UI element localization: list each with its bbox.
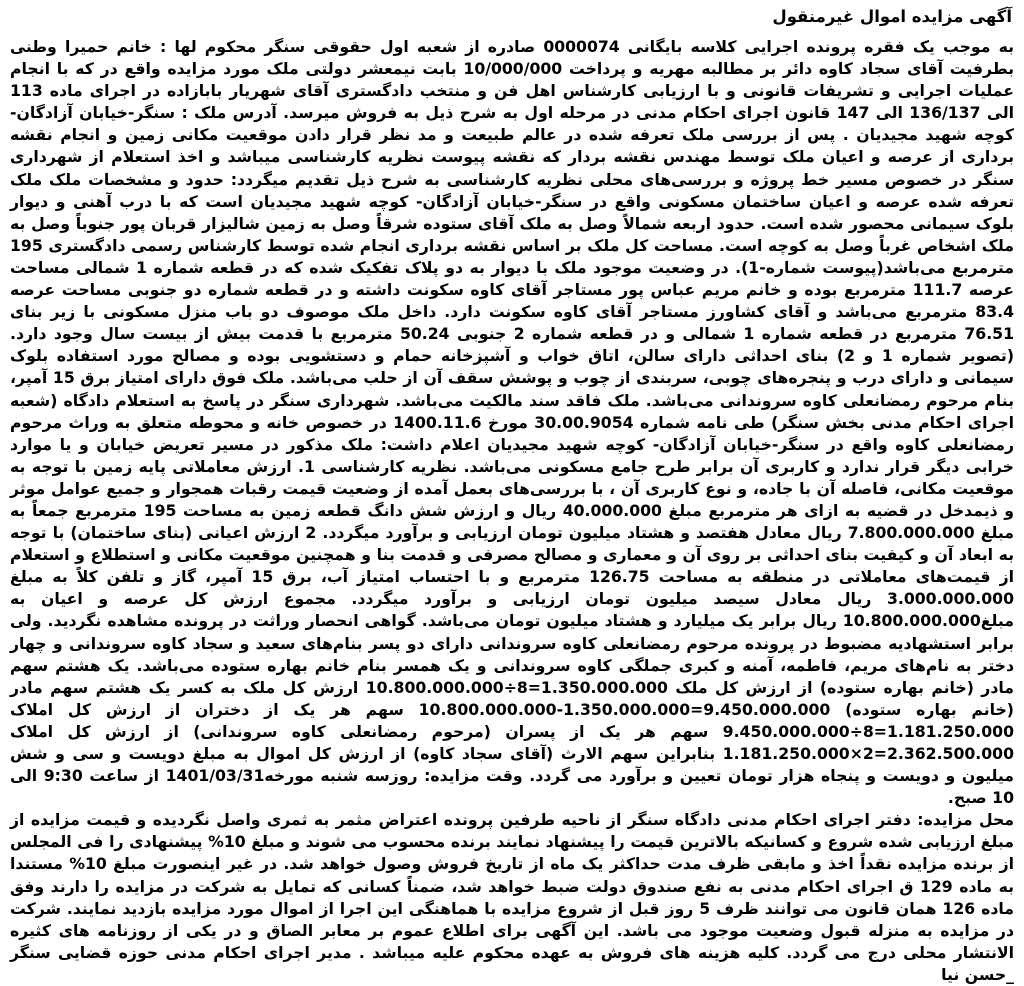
auction-notice (8, 4, 1016, 984)
notice-body (8, 36, 1016, 986)
notice-paragraph: محل مزایده: دفتر اجرای احکام مدنی دادگاه سنگر از ناحیه طرفین پرونده اعتراض مثمر به ثمری واصل نگردیده و قیمت مزایده از مبلغ ارزیابی شده شروع و کسانیکه بالاترین قیمت را پیشنهاد نمایند برنده محسوب می شوند و مبلغ 10% پیشنهادی را فی المجلس از برنده مزایده نقداً اخذ و مابقی ظرف مدت حداکثر یک ماه از تاریخ فروش وصول خواهد شد. در غیر اینصورت مبلغ 10% مستندا به ماده 129 ق اجرای احکام مدنی به نفع صندوق دولت ضبط خواهد شد، ضمناً کسانی که تمایل به شرکت در مزایده را دارند وفق ماده 126 همان قانون می توانند ظرف 5 روز قبل از شروع مزایده با هماهنگی این اجرا از اموال مورد مزایده بازدید نمایند. شرکت در مزایده به منزله قبول وضعیت موجود می باشد. این آگهی برای اطلاع عموم بر معابر الصاق و در یکی از روزنامه های کثیره الانتشار محلی درج می گردد. کلیه هزینه های فروش به عهده محکوم علیه میباشد . مدیر اجرای احکام مدنی حوزه قضایی سنگر _حسن نیا (10, 810, 1015, 984)
notice-title: آگهی مزایده اموال غیرمنقول (772, 7, 1012, 26)
notice-paragraph: به موجب یک فقره پرونده اجرایی کلاسه بایگانی 0000074 صادره از شعبه اول حقوقی سنگر محکوم لها : خانم حمیرا وطنی بطرفیت آقای سجاد کاوه دائر بر مطالبه مهریه و پرداخت 10/000/000 بابت نیمعشر دولتی ملک مورد مزایده واقع در که با انجام عملیات اجرایی و تشریفات قانونی و با ارزیابی کارشناس اهل فن و منتخب دادگستری آقای شهریار بابازاده در اجرای ماده 113 الی 136/137 الی 147 قانون اجرای احکام مدنی در مرحله اول به شرح ذیل به فروش میرسد. آدرس ملک : سنگر-خیابان آزادگان- کوچه شهید مجیدیان . پس از بررسی ملک تعرفه شده در عالم طبیعت و مد نظر قرار دادن موقعیت مکانی زمین و انجام نقشه برداری از عرصه و اعیان ملک توسط مهندس نقشه بردار که نقشه پیوست نظریه کارشناسی میباشد و اخذ استعلام از شهرداری سنگر در خصوص مسیر خط پروژه و بررسی‌های محلی نظریه کارشناسی به شرح ذیل تقدیم میگردد: حدود و مشخصات ملک ملک تعرفه شده عرصه و اعیان ساختمان مسکونی واقع در سنگر-خیابان آزادگان- کوچه شهید مجیدیان است که با درب آهنی و دیوار بلوک سیمانی محصور شده است. حدود اربعه شمالاً وصل به ملک آقای ستوده شرقاً وصل به زمین شالیزار قربان پور جنوباً وصل به ملک اشخاص غرباً وصل به کوچه است. مساحت کل ملک بر اساس نقشه برداری انجام شده توسط کارشناس رسمی دادگستری 195 مترمربع می‌باشد(پیوست شماره-1). در وضعیت موجود ملک با دیوار به دو پلاک تفکیک شده که در قطعه شماره 1 شمالی مساحت عرصه 111.7 مترمربع بوده و خانم مریم عباس پور مستاجر آقای کاوه سکونت داشته و در قطعه شماره دو جنوبی مساحت عرصه 83.4 مترمربع می‌باشد و آقای کشاورز مستاجر آقای کاوه سکونت دارد. داخل ملک موصوف دو باب منزل مسکونی با زیر بنای 76.51 مترمربع در قطعه شماره 1 شمالی و در قطعه شماره 2 جنوبی 50.24 مترمربع با قدمت بیش از بیست سال وجود دارد. (تصویر شماره 1 و 2) بنای احداثی دارای سالن، اتاق خواب و آشپزخانه حمام و دستشویی بوده و مصالح مورد استفاده بلوک سیمانی و دارای درب و پنجره‌های چوبی، سربندی از چوب و پوشش سقف آن از حلب می‌باشد. ملک فوق دارای امتیاز برق 15 آمپر، بنام مرحوم رمضانعلی کاوه سروندانی می‌باشد. ملک فاقد سند مالکیت می‌باشد. شهرداری سنگر در پاسخ به استعلام دادگاه (شعبه اجرای احکام مدنی بخش سنگر) طی نامه شماره 30.00.9054 مورخ 1400.11.6 در خصوص خانه و محوطه متعلق به وراث مرحوم رمضانعلی کاوه واقع در سنگر-خیابان آزادگان- کوچه شهید مجیدیان اعلام داشت: ملک مذکور در مسیر تعریض خیابان و یا موارد خرابی دیگر قرار ندارد و کاربری آن برابر طرح جامع مسکونی می‌باشد. نظریه کارشناسی 1. ارزش معاملاتی پایه زمین با توجه به موقعیت مکانی، فاصله آن با جاده، و نوع کاربری آن ، با بررسی‌های بعمل آمده از وضعیت قیمت رقبات همجوار و جمیع عوامل موثر و ذیمدخل در قضیه به ازای هر مترمربع مبلغ 40.000.000 ریال و ارزش شش دانگ قطعه زمین به مساحت 195 مترمربع جمعاً به مبلغ 7.800.000.000 ریال معادل هفتصد و هشتاد میلیون تومان ارزیابی و برآورد میگردد. 2 ارزش اعیانی (بنای ساختمان) با توجه به ابعاد آن و کیفیت بنای احداثی بر روی آن و معماری و مصالح مصرفی و قدمت بنا و همچنین موقعیت مکانی و استطلاع و استعلام از قیمت‌های معاملاتی در منطقه به مساحت 126.75 مترمربع و با احتساب امتیاز آب، برق 15 آمپر، گاز و تلفن کلاً به مبلغ 3.000.000.000 ریال معادل سیصد میلیون تومان ارزیابی و برآورد میگردد. مجموع ارزش کل عرصه و اعیان به مبلغ10.800.000.000 ریال برابر یک میلیارد و هشتاد میلیون تومان می‌باشد. گواهی انحصار وراثت در پرونده مشاهده نگردید. ولی برابر استشهادیه مضبوط در پرونده مرحوم رمضانعلی کاوه سروندانی دارای دو پسر بنام‌های سعید و سجاد کاوه سروندانی و چهار دختر به نام‌های مریم، فاطمه، آمنه و کبری جملگی کاوه سروندانی و یک همسر بنام خانم بهاره ستوده می‌باشد. یک هشتم سهم مادر (خانم بهاره ستوده) از ارزش کل ملک 1.350.000.000=8÷10.800.000.000 ارزش کل ملک به کسر یک هشتم سهم مادر (خانم بهاره ستوده) 9.450.000.000=1.350.000.000-10.800.000.000 سهم هر یک از دختران از ارزش کل املاک 1.181.250.000=8÷9.450.000.000 سهم هر یک از پسران (مرحوم رمضانعلی کاوه سروندانی) از ارزش کل املاک 2.362.500.000=2×1.181.250.000 بنابراین سهم الارث (آقای سجاد کاوه) از ارزش کل اموال به مبلغ دویست و سی و شش میلیون و دویست و پنجاه هزار تومان تعیین و برآورد می گردد. وقت مزایده: روزسه شنبه مورخه1401/03/31 از ساعت 9:30 الی 10 صبح. (10, 37, 1015, 808)
